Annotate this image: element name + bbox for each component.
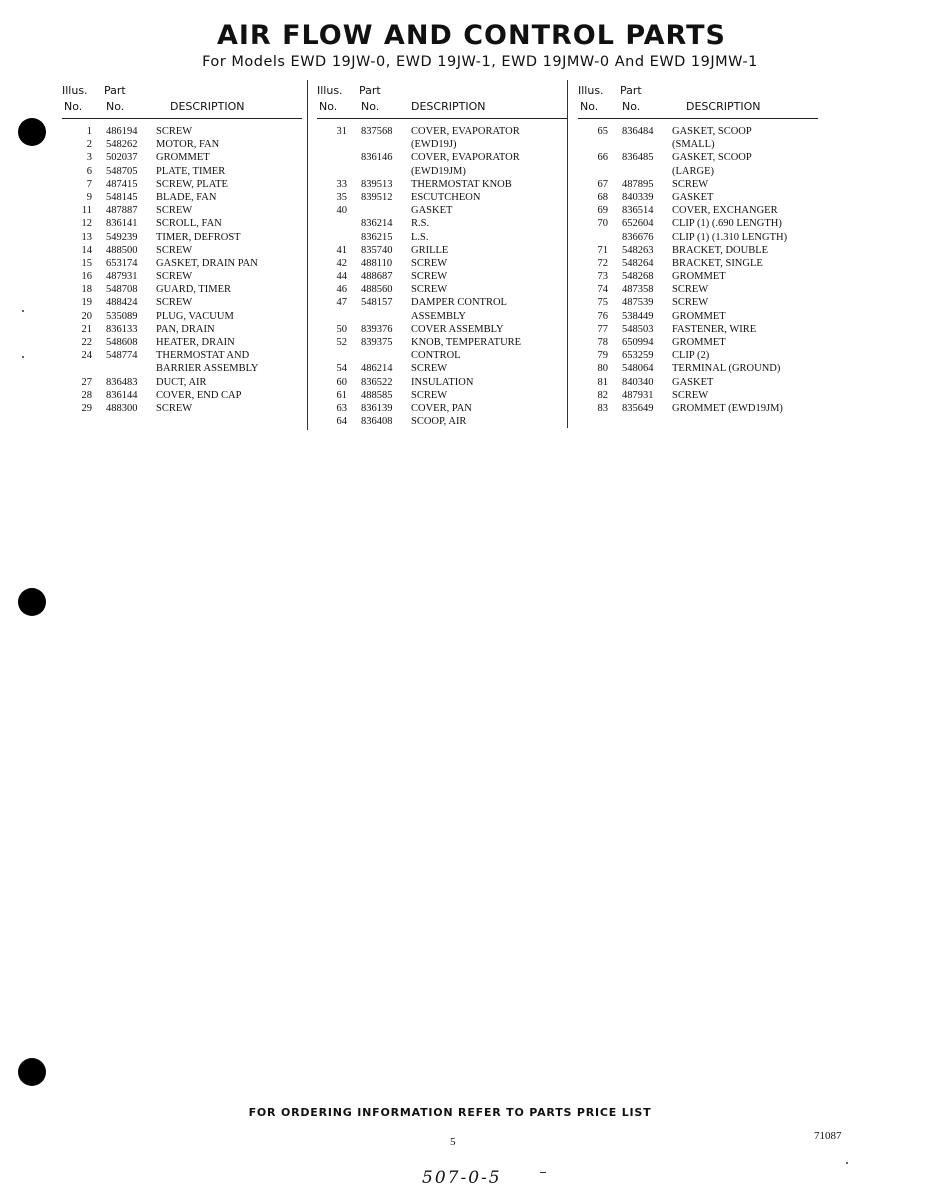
part-number: 548503 xyxy=(622,323,654,335)
part-description: SCREW xyxy=(156,271,193,283)
table-row xyxy=(317,310,567,323)
illus-number: 80 xyxy=(597,363,608,375)
table-row xyxy=(578,389,818,402)
part-number: 836522 xyxy=(361,376,393,388)
table-row xyxy=(317,204,567,217)
illus-number: 40 xyxy=(336,205,347,217)
part-number: 548064 xyxy=(622,363,654,375)
table-row xyxy=(578,204,818,217)
table-row xyxy=(578,217,818,230)
part-number: 548157 xyxy=(361,297,393,309)
part-number: 486214 xyxy=(361,363,393,375)
table-row xyxy=(578,270,818,283)
table-row xyxy=(317,178,567,191)
table-row xyxy=(62,217,302,230)
scan-speck xyxy=(22,356,24,358)
table-row xyxy=(62,191,302,204)
header-illus-no: No. xyxy=(64,100,83,113)
part-description: COVER, EXCHANGER xyxy=(672,205,778,217)
header-illus: Illus. xyxy=(317,84,343,97)
part-description: SCREW xyxy=(156,402,193,414)
part-number: 653174 xyxy=(106,257,138,269)
illus-number: 42 xyxy=(336,257,347,269)
part-description: GROMMET xyxy=(672,271,726,283)
illus-number: 11 xyxy=(81,205,92,217)
illus-number: 52 xyxy=(336,337,347,348)
part-number: 839375 xyxy=(361,337,393,348)
part-number: 548708 xyxy=(106,284,138,296)
binder-hole-middle xyxy=(18,588,46,616)
table-row xyxy=(317,191,567,204)
table-row xyxy=(62,231,302,244)
illus-number: 24 xyxy=(81,350,92,362)
part-description: DAMPER CONTROL xyxy=(411,297,507,309)
part-description: GASKET, SCOOP xyxy=(672,152,752,164)
illus-number: 72 xyxy=(597,257,608,269)
illus-number: 75 xyxy=(597,297,608,309)
part-description: INSULATION xyxy=(411,376,474,388)
illus-number: 20 xyxy=(81,310,92,322)
illus-number: 66 xyxy=(597,152,608,164)
part-description: CONTROL xyxy=(411,350,461,362)
table-row xyxy=(317,389,567,402)
illus-number: 60 xyxy=(336,376,347,388)
illus-number: 14 xyxy=(81,244,92,256)
scan-speck xyxy=(846,1162,848,1164)
part-description: GROMMET xyxy=(156,152,210,164)
part-description: BRACKET, DOUBLE xyxy=(672,244,769,256)
table-row xyxy=(578,231,818,244)
part-number: 836139 xyxy=(361,402,393,414)
part-number: 650994 xyxy=(622,337,654,348)
illus-number: 29 xyxy=(81,402,92,414)
part-description: SCREW xyxy=(411,389,448,401)
pen-mark xyxy=(540,1172,546,1173)
table-row xyxy=(317,125,567,138)
part-description: GASKET, DRAIN PAN xyxy=(156,257,258,269)
table-row xyxy=(317,323,567,336)
part-description: COVER, EVAPORATOR xyxy=(411,152,520,164)
illus-number: 31 xyxy=(336,126,347,137)
illus-number: 74 xyxy=(597,284,608,296)
part-number: 487415 xyxy=(106,178,138,190)
part-description: (EWD19JM) xyxy=(411,165,466,177)
column-divider-2 xyxy=(567,80,568,428)
header-part-no: No. xyxy=(622,100,641,113)
table-row xyxy=(62,257,302,270)
illus-number: 28 xyxy=(81,389,92,401)
illus-number: 27 xyxy=(81,376,92,388)
illus-number: 21 xyxy=(81,323,92,335)
table-row xyxy=(317,257,567,270)
part-description: PLUG, VACUUM xyxy=(156,310,234,322)
part-description: (SMALL) xyxy=(672,139,715,151)
table-row xyxy=(578,349,818,362)
table-row xyxy=(62,362,302,375)
illus-number: 6 xyxy=(86,165,92,177)
part-description: SCREW xyxy=(156,297,193,309)
part-number: 488110 xyxy=(361,257,393,269)
part-description: SCROLL, FAN xyxy=(156,218,222,230)
part-description: R.S. xyxy=(411,218,430,230)
part-description: SCREW, PLATE xyxy=(156,178,228,190)
part-description: THERMOSTAT AND xyxy=(156,350,250,362)
header-part: Part xyxy=(620,84,642,97)
table-row xyxy=(317,296,567,309)
header-illus: Illus. xyxy=(578,84,604,97)
part-description: GRILLE xyxy=(411,244,449,256)
part-description: SCREW xyxy=(411,257,448,269)
table-row xyxy=(317,283,567,296)
table-row xyxy=(62,270,302,283)
part-description: GROMMET xyxy=(672,337,726,348)
illus-number: 77 xyxy=(597,323,608,335)
column-header xyxy=(578,84,818,119)
part-description: CLIP (1) (.690 LENGTH) xyxy=(672,218,782,230)
ordering-info-footer: FOR ORDERING INFORMATION REFER TO PARTS PRICE LIST xyxy=(248,1106,652,1119)
part-description: TIMER, DEFROST xyxy=(156,231,241,243)
part-number: 836141 xyxy=(106,218,138,230)
illus-number: 22 xyxy=(81,337,92,348)
header-part-no: No. xyxy=(106,100,125,113)
part-description: DUCT, AIR xyxy=(156,376,207,388)
part-description: GASKET xyxy=(672,191,714,203)
table-row xyxy=(578,376,818,389)
illus-number: 41 xyxy=(336,244,347,256)
part-number: 836214 xyxy=(361,218,393,230)
part-number: 836133 xyxy=(106,323,138,335)
table-row xyxy=(62,336,302,349)
parts-column-2 xyxy=(317,84,567,428)
column-divider-1 xyxy=(307,80,308,430)
table-row xyxy=(317,244,567,257)
table-row xyxy=(317,217,567,230)
illus-number: 2 xyxy=(86,139,92,151)
parts-column-3 xyxy=(578,84,818,415)
part-description: SCREW xyxy=(156,205,193,217)
part-description: CLIP (2) xyxy=(672,350,710,362)
part-number: 839512 xyxy=(361,191,393,203)
part-number: 548774 xyxy=(106,350,138,362)
illus-number: 54 xyxy=(336,363,347,375)
part-number: 538449 xyxy=(622,310,654,322)
illus-number: 64 xyxy=(336,416,347,428)
part-description: GASKET, SCOOP xyxy=(672,126,752,137)
scan-speck xyxy=(22,310,24,312)
part-number: 486194 xyxy=(106,126,138,137)
table-row xyxy=(317,402,567,415)
part-description: BRACKET, SINGLE xyxy=(672,257,763,269)
part-number: 548145 xyxy=(106,191,138,203)
part-description: COVER ASSEMBLY xyxy=(411,323,504,335)
illus-number: 76 xyxy=(597,310,608,322)
table-row xyxy=(317,151,567,164)
part-number: 835649 xyxy=(622,402,654,414)
parts-rows xyxy=(62,125,302,415)
part-description: COVER, EVAPORATOR xyxy=(411,126,520,137)
illus-number: 73 xyxy=(597,271,608,283)
part-description: PAN, DRAIN xyxy=(156,323,215,335)
illus-number: 1 xyxy=(86,126,92,137)
parts-column-1 xyxy=(62,84,302,415)
page-subtitle: For Models EWD 19JW-0, EWD 19JW-1, EWD 19JMW-0 And EWD 19JMW-1 xyxy=(202,54,758,70)
parts-rows xyxy=(317,125,567,428)
part-description: KNOB, TEMPERATURE xyxy=(411,337,522,348)
part-number: 836514 xyxy=(622,205,654,217)
part-description: THERMOSTAT KNOB xyxy=(411,178,512,190)
table-row xyxy=(578,165,818,178)
part-number: 836483 xyxy=(106,376,138,388)
table-row xyxy=(317,376,567,389)
header-part: Part xyxy=(359,84,381,97)
part-description: SCREW xyxy=(672,178,709,190)
part-description: CLIP (1) (1.310 LENGTH) xyxy=(672,231,788,243)
table-row xyxy=(578,362,818,375)
part-number: 836676 xyxy=(622,231,654,243)
illus-number: 78 xyxy=(597,337,608,348)
illus-number: 35 xyxy=(336,191,347,203)
part-description: GROMMET (EWD19JM) xyxy=(672,402,783,414)
page-title: AIR FLOW AND CONTROL PARTS xyxy=(216,20,727,51)
table-row xyxy=(62,349,302,362)
table-row xyxy=(62,204,302,217)
table-row xyxy=(317,138,567,151)
part-number: 836484 xyxy=(622,126,654,137)
part-number: 488300 xyxy=(106,402,138,414)
table-row xyxy=(62,296,302,309)
illus-number: 12 xyxy=(81,218,92,230)
illus-number: 13 xyxy=(81,231,92,243)
header-illus-no: No. xyxy=(580,100,599,113)
part-description: PLATE, TIMER xyxy=(156,165,226,177)
table-row xyxy=(62,310,302,323)
part-number: 652604 xyxy=(622,218,654,230)
table-row xyxy=(317,362,567,375)
illus-number: 50 xyxy=(336,323,347,335)
table-row xyxy=(578,296,818,309)
illus-number: 68 xyxy=(597,191,608,203)
table-row xyxy=(578,191,818,204)
table-row xyxy=(317,270,567,283)
part-number: 488500 xyxy=(106,244,138,256)
illus-number: 83 xyxy=(597,402,608,414)
illus-number: 15 xyxy=(81,257,92,269)
part-number: 488560 xyxy=(361,284,393,296)
table-row xyxy=(62,389,302,402)
part-number: 836144 xyxy=(106,389,138,401)
part-number: 840339 xyxy=(622,191,654,203)
part-number: 548268 xyxy=(622,271,654,283)
table-row xyxy=(62,244,302,257)
part-description: BLADE, FAN xyxy=(156,191,217,203)
part-description: GROMMET xyxy=(672,310,726,322)
table-row xyxy=(578,125,818,138)
header-part: Part xyxy=(104,84,126,97)
illus-number: 33 xyxy=(336,178,347,190)
handwritten-note: 507-0-5 xyxy=(422,1168,502,1188)
illus-number: 71 xyxy=(597,244,608,256)
illus-number: 63 xyxy=(336,402,347,414)
table-row xyxy=(578,283,818,296)
part-number: 549239 xyxy=(106,231,138,243)
table-row xyxy=(578,178,818,191)
table-row xyxy=(62,138,302,151)
part-number: 840340 xyxy=(622,376,654,388)
page-number: 5 xyxy=(450,1136,456,1148)
table-row xyxy=(62,402,302,415)
part-description: COVER, PAN xyxy=(411,402,472,414)
table-row xyxy=(578,244,818,257)
part-description: SCREW xyxy=(411,271,448,283)
illus-number: 61 xyxy=(336,389,347,401)
table-row xyxy=(62,151,302,164)
table-row xyxy=(578,402,818,415)
table-row xyxy=(578,323,818,336)
part-number: 548263 xyxy=(622,244,654,256)
table-row xyxy=(317,165,567,178)
illus-number: 82 xyxy=(597,389,608,401)
illus-number: 47 xyxy=(336,297,347,309)
part-description: FASTENER, WIRE xyxy=(672,323,757,335)
part-description: SCREW xyxy=(672,297,709,309)
part-description: GASKET xyxy=(672,376,714,388)
part-description: (EWD19J) xyxy=(411,139,457,151)
table-row xyxy=(317,415,567,428)
header-illus-no: No. xyxy=(319,100,338,113)
table-row xyxy=(578,151,818,164)
illus-number: 18 xyxy=(81,284,92,296)
part-number: 487358 xyxy=(622,284,654,296)
part-number: 502037 xyxy=(106,152,138,164)
table-row xyxy=(62,323,302,336)
part-number: 836408 xyxy=(361,416,393,428)
part-number: 548264 xyxy=(622,257,654,269)
illus-number: 16 xyxy=(81,271,92,283)
illus-number: 81 xyxy=(597,376,608,388)
illus-number: 19 xyxy=(81,297,92,309)
part-number: 839513 xyxy=(361,178,393,190)
part-number: 836485 xyxy=(622,152,654,164)
header-description: DESCRIPTION xyxy=(170,100,245,113)
part-number: 487931 xyxy=(106,271,138,283)
part-description: HEATER, DRAIN xyxy=(156,337,235,348)
table-row xyxy=(62,125,302,138)
part-description: ASSEMBLY xyxy=(411,310,466,322)
table-row xyxy=(578,310,818,323)
table-row xyxy=(317,336,567,349)
header-illus: Illus. xyxy=(62,84,88,97)
part-description: MOTOR, FAN xyxy=(156,139,220,151)
illus-number: 46 xyxy=(336,284,347,296)
part-description: SCREW xyxy=(672,284,709,296)
illus-number: 44 xyxy=(336,271,347,283)
table-row xyxy=(578,336,818,349)
part-description: SCREW xyxy=(411,363,448,375)
part-number: 488687 xyxy=(361,271,393,283)
illus-number: 9 xyxy=(86,191,92,203)
illus-number: 79 xyxy=(597,350,608,362)
part-description: COVER, END CAP xyxy=(156,389,242,401)
illus-number: 67 xyxy=(597,178,608,190)
header-description: DESCRIPTION xyxy=(686,100,761,113)
parts-rows xyxy=(578,125,818,415)
part-number: 836146 xyxy=(361,152,393,164)
part-description: GASKET xyxy=(411,205,453,217)
illus-number: 3 xyxy=(86,152,92,164)
table-row xyxy=(317,231,567,244)
table-row xyxy=(62,165,302,178)
table-row xyxy=(578,138,818,151)
part-number: 487895 xyxy=(622,178,654,190)
part-description: SCREW xyxy=(672,389,709,401)
column-header xyxy=(62,84,302,119)
part-description: GUARD, TIMER xyxy=(156,284,232,296)
binder-hole-top xyxy=(18,118,46,146)
header-part-no: No. xyxy=(361,100,380,113)
part-number: 653259 xyxy=(622,350,654,362)
part-description: SCREW xyxy=(156,244,193,256)
part-description: SCREW xyxy=(411,284,448,296)
illus-number: 65 xyxy=(597,126,608,137)
part-number: 487931 xyxy=(622,389,654,401)
illus-number: 7 xyxy=(86,178,92,190)
part-number: 837568 xyxy=(361,126,393,137)
part-number: 488585 xyxy=(361,389,393,401)
document-number: 71087 xyxy=(814,1130,842,1142)
part-number: 836215 xyxy=(361,231,393,243)
part-description: TERMINAL (GROUND) xyxy=(672,363,781,375)
table-row xyxy=(578,257,818,270)
column-header xyxy=(317,84,567,119)
part-number: 535089 xyxy=(106,310,138,322)
part-number: 487887 xyxy=(106,205,138,217)
part-number: 839376 xyxy=(361,323,393,335)
part-description: (LARGE) xyxy=(672,165,714,177)
part-number: 835740 xyxy=(361,244,393,256)
part-number: 488424 xyxy=(106,297,138,309)
table-row xyxy=(62,178,302,191)
illus-number: 69 xyxy=(597,205,608,217)
header-description: DESCRIPTION xyxy=(411,100,486,113)
part-description: SCOOP, AIR xyxy=(411,416,467,428)
part-number: 548262 xyxy=(106,139,138,151)
binder-hole-bottom xyxy=(18,1058,46,1086)
part-description: SCREW xyxy=(156,126,193,137)
part-number: 487539 xyxy=(622,297,654,309)
table-row xyxy=(62,283,302,296)
part-description: L.S. xyxy=(411,231,429,243)
part-number: 548608 xyxy=(106,337,138,348)
part-description: BARRIER ASSEMBLY xyxy=(156,363,259,375)
table-row xyxy=(62,376,302,389)
part-number: 548705 xyxy=(106,165,138,177)
part-description: ESCUTCHEON xyxy=(411,191,481,203)
table-row xyxy=(317,349,567,362)
illus-number: 70 xyxy=(597,218,608,230)
